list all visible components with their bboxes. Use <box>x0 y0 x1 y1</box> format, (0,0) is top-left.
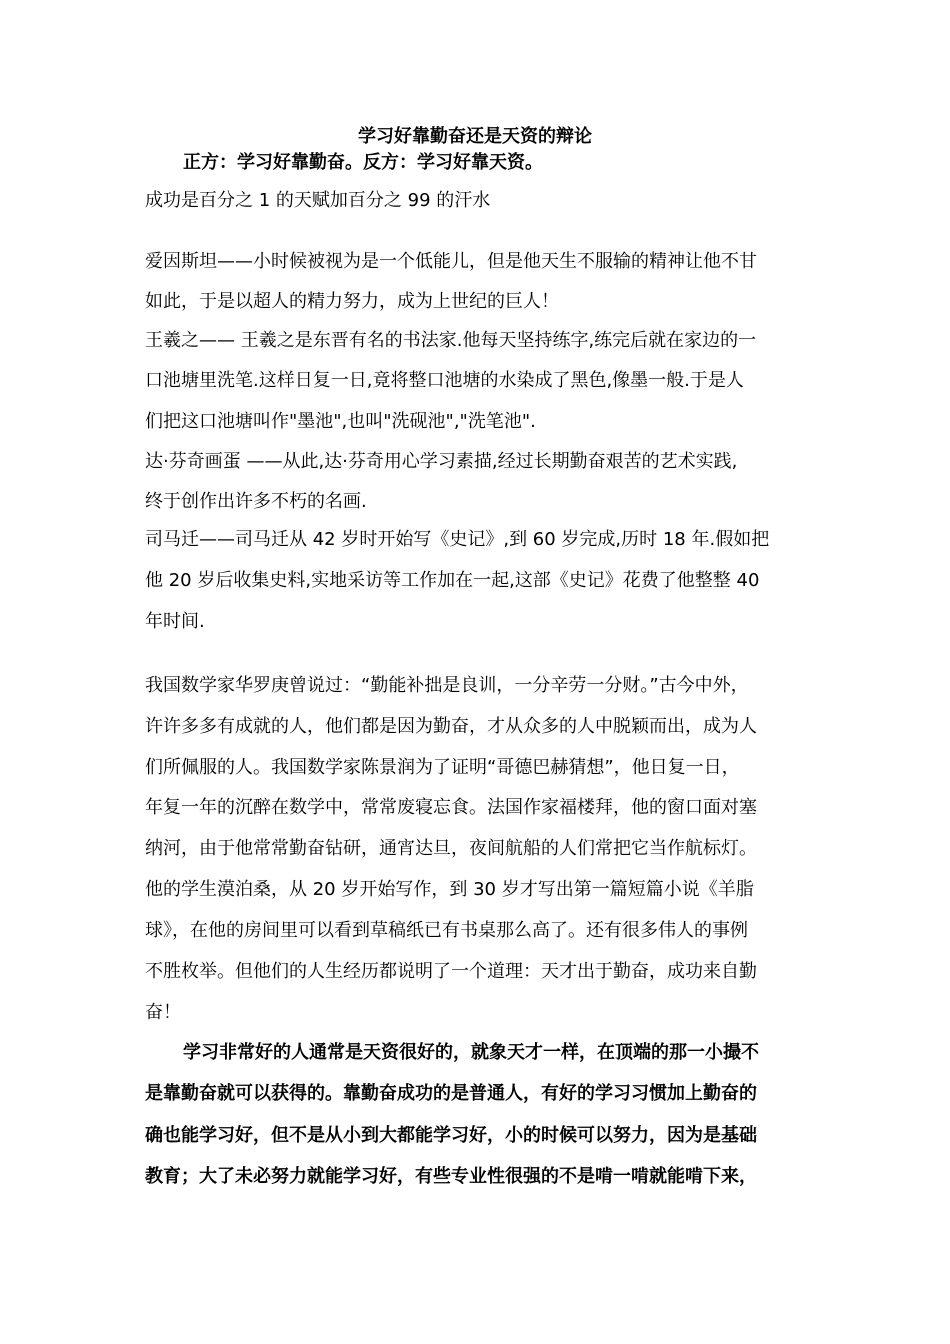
paragraph-line: 们所佩服的人。我国数学家陈景润为了证明“哥德巴赫猜想”，他日复一日， <box>145 757 740 778</box>
example-line: 司马迁——司马迁从 42 岁时开始写《史记》,到 60 岁完成,历时 18 年.假如把 <box>145 529 770 550</box>
debate-positions: 正方：学习好靠勤奋。反方：学习好靠天资。 <box>183 152 543 173</box>
quote-line: 成功是百分之 1 的天赋加百分之 99 的汗水 <box>145 190 491 211</box>
example-line: 们把这口池塘叫作"墨池",也叫"洗砚池","洗笔池". <box>145 411 536 432</box>
paragraph-line: 不胜枚举。但他们的人生经历都说明了一个道理：天才出于勤奋，成功来自勤 <box>145 961 757 982</box>
counter-paragraph-line: 教育；大了未必努力就能学习好，有些专业性很强的不是啃一啃就能啃下来， <box>145 1166 757 1187</box>
counter-paragraph-line: 学习非常好的人通常是天资很好的，就象天才一样，在顶端的那一小撮不 <box>183 1042 759 1063</box>
paragraph-line: 奋！ <box>145 1002 181 1023</box>
example-line: 爱因斯坦——小时候被视为是一个低能儿，但是他天生不服输的精神让他不甘 <box>145 251 757 272</box>
paragraph-line: 我国数学家华罗庚曾说过：“勤能补拙是良训，一分辛劳一分财。”古今中外， <box>145 675 749 696</box>
example-line: 如此，于是以超人的精力努力，成为上世纪的巨人！ <box>145 291 559 312</box>
example-line: 他 20 岁后收集史料,实地采访等工作加在一起,这部《史记》花费了他整整 40 <box>145 570 760 591</box>
document-title: 学习好靠勤奋还是天资的辩论 <box>358 126 592 147</box>
counter-paragraph-line: 是靠勤奋就可以获得的。靠勤奋成功的是普通人，有好的学习习惯加上勤奋的 <box>145 1083 757 1104</box>
counter-paragraph-line: 确也能学习好，但不是从小到大都能学习好，小的时候可以努力，因为是基础 <box>145 1125 757 1146</box>
example-line: 终于创作出许多不朽的名画. <box>145 491 367 512</box>
example-line: 达·芬奇画蛋 ——从此,达·芬奇用心学习素描,经过长期勤奋艰苦的艺术实践, <box>145 451 738 472</box>
paragraph-line: 球》，在他的房间里可以看到草稿纸已有书桌那么高了。还有很多伟人的事例 <box>145 920 748 941</box>
paragraph-line: 纳河，由于他常常勤奋钻研，通宵达旦，夜间航船的人们常把它当作航标灯。 <box>145 838 757 859</box>
paragraph-line: 许许多多有成就的人，他们都是因为勤奋，才从众多的人中脱颖而出，成为人 <box>145 716 757 737</box>
paragraph-line: 年复一年的沉醉在数学中，常常废寝忘食。法国作家福楼拜，他的窗口面对塞 <box>145 797 757 818</box>
example-line: 年时间. <box>145 611 205 632</box>
example-line: 王羲之—— 王羲之是东晋有名的书法家.他每天坚持练字,练完后就在家边的一 <box>145 330 757 351</box>
paragraph-line: 他的学生漠泊桑，从 20 岁开始写作，到 30 岁才写出第一篇短篇小说《羊脂 <box>145 879 754 900</box>
example-line: 口池塘里洗笔.这样日复一日,竟将整口池塘的水染成了黑色,像墨一般.于是人 <box>145 370 744 391</box>
